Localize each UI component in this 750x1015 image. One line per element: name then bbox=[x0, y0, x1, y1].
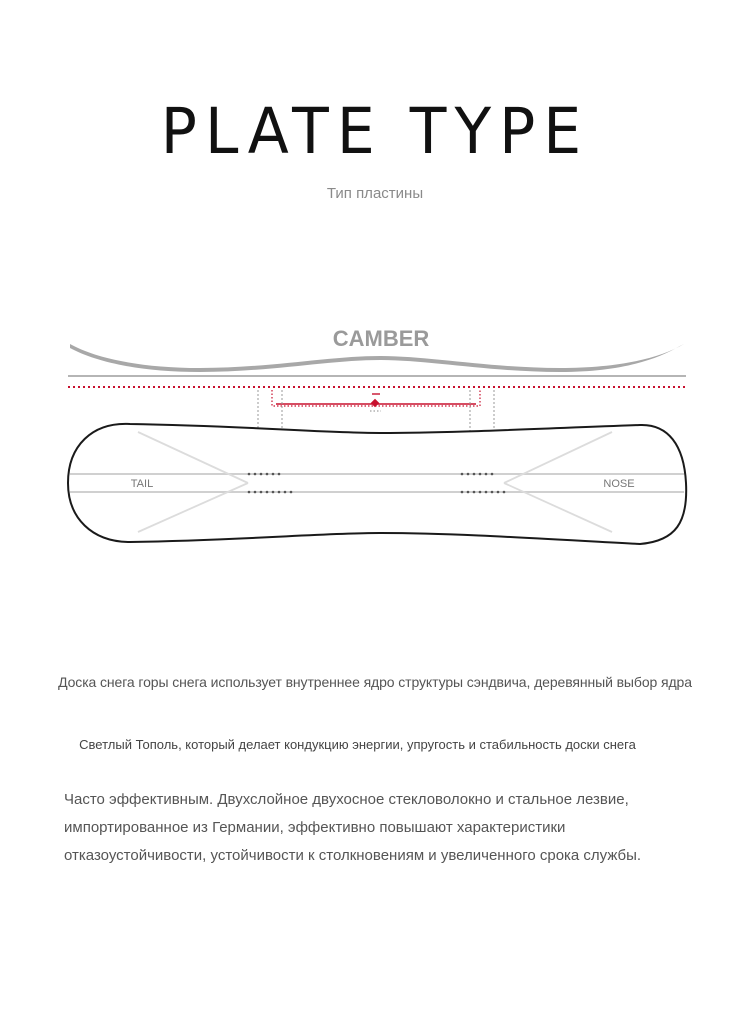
camber-diagram bbox=[0, 310, 750, 570]
page-title: PLATE TYPE bbox=[160, 95, 590, 169]
description-paragraph: Часто эффективным. Двухслойное двухосное стекловолокно и стальное лезвие, импортированное из Германии, эффективно повышают характеристики отказоустойчивости, устойчивости к столкновениям и увеличенного срока службы. bbox=[64, 791, 642, 864]
description-line-1: Доска снега горы снега использует внутреннее ядро структуры сэндвича, деревянный выбор ядра bbox=[58, 674, 692, 690]
nose-label: NOSE bbox=[603, 478, 635, 490]
camber-label: CAMBER bbox=[332, 326, 430, 351]
description-line-2: Светлый Тополь, который делает кондукцию энергии, упругость и стабильность доски снега bbox=[79, 737, 636, 752]
tail-label: TAIL bbox=[130, 478, 154, 490]
page-subtitle: Тип пластины bbox=[326, 185, 424, 202]
